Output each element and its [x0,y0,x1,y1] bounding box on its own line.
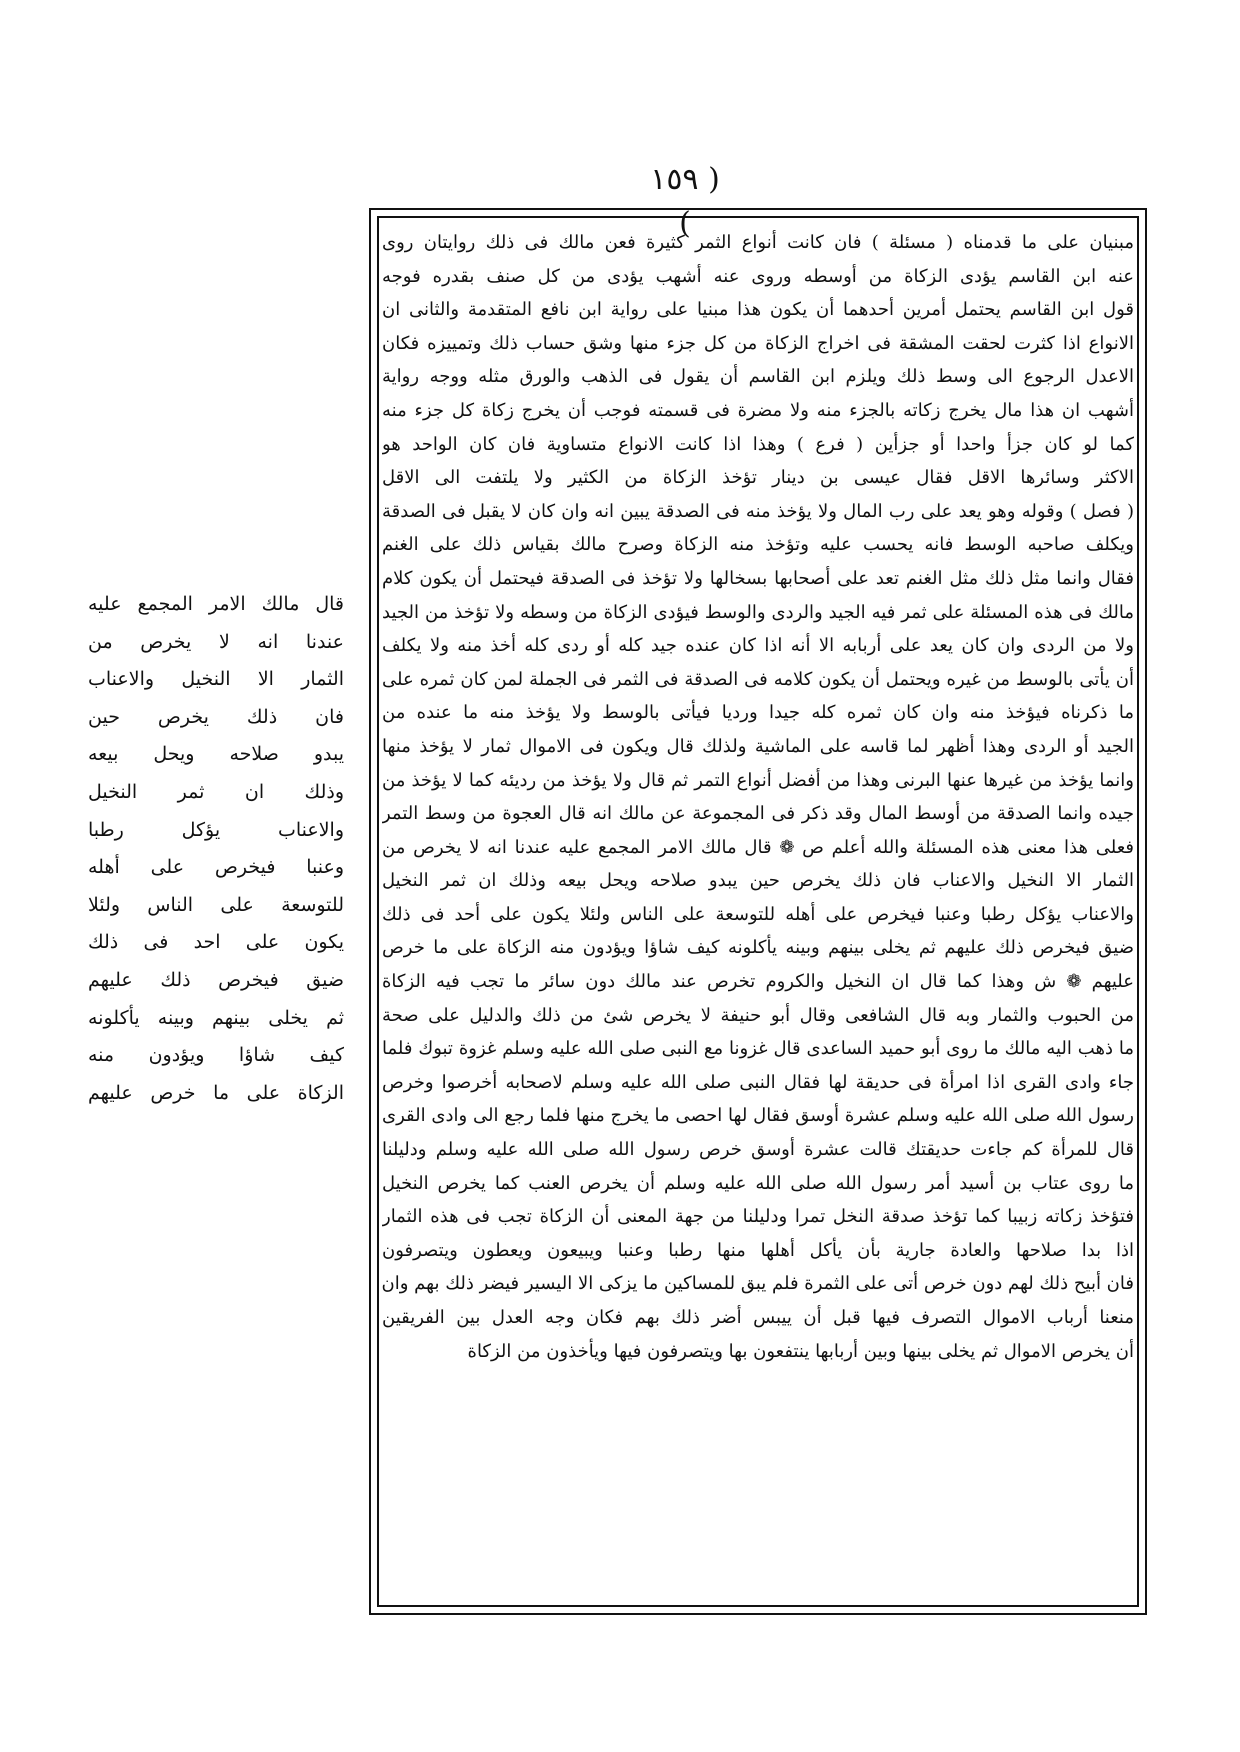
main-text-line: ضيق فيخرص ذلك عليهم ثم يخلى بينهم وبينه يأكلونه كيف شاؤا ويؤدون منه الزكاة على ما خرص [382,937,1134,959]
margin-note-line: وذلك ان ثمر النخيل [88,780,344,803]
main-text-line: عنه ابن القاسم يؤدى الزكاة من أوسطه وروى عنه أشهب يؤدى من كل صنف بقدره فوجه [382,265,1134,287]
main-text-line: والاعناب يؤكل رطبا وعنبا فيخرص على أهله للتوسعة على الناس ولئلا يكون على أحد فى ذلك [382,903,1134,925]
margin-note-line: يكون على احد فى ذلك [88,931,344,954]
main-text-line: أن يخرص الاموال ثم يخلى بينها وبين أربابها ينتفعون بها ويتصرفون فيها ويأخذون من الزكاة [467,1340,1134,1362]
main-text-line: ما روى عتاب بن أسيد أمر رسول الله صلى الله عليه وسلم أن يخرص العنب كما يخرص النخيل [382,1172,1134,1194]
main-text-line: ما ذكرناه فيؤخذ منه وان كان ثمره كله جيدا ورديا فيأتى بالوسط ولا يؤخذ منه ما عنده من [382,702,1134,724]
main-text-line: ما ذهب اليه مالك ما روى أبو حميد الساعدى قال غزونا مع النبى صلى الله عليه وسلم غزوة تبوك فلما [382,1038,1134,1060]
main-text-line: ولا من الردى وان كان يعد على أربابه الا أنه اذا كان عنده جيد كله أو ردى كله أخذ منه ولا يكلف [382,635,1134,657]
main-text-line: جيده وانما الصدقة من أوسط المال وقد ذكر فى المجموعة عن مالك انه قال العجوة من وسط التمر [382,803,1134,825]
main-text-line: قول ابن القاسم يحتمل أمرين أحدهما أن يكون هذا مبنيا على رواية ابن نافع المتقدمة والثانى ان [382,299,1134,321]
main-text-line: اذا بدا صلاحها والعادة جارية بأن يأكل أهلها منها رطبا وعنبا ويبيعون ويعطون ويتصرفون [382,1239,1134,1261]
margin-note-line: وعنبا فيخرص على أهله [88,856,344,879]
main-text-line: كما لو كان جزأ واحدا أو جزأين ( فرع ) وهذا اذا كانت الانواع متساوية فان كان الواحد هو [382,433,1134,455]
main-text-line: الاكثر وسائرها الاقل فقال عيسى بن دينار تؤخذ الزكاة من الكثير ولا يلتفت الى الاقل [382,467,1134,489]
main-text-line: الثمار الا النخيل والاعناب فان ذلك يخرص حين يبدو صلاحه ويحل بيعه وذلك ان ثمر النخيل [382,870,1134,892]
page-number: ( ١٥٩ ) [650,162,720,241]
margin-note-line: فان ذلك يخرص حين [88,705,344,728]
margin-note-line: قال مالك الامر المجمع عليه [88,593,344,615]
margin-note-line: ضيق فيخرص ذلك عليهم [88,968,344,991]
main-text-line: أشهب ان هذا مال يخرج زكاته بالجزء منه ولا مضرة فى قسمته فوجب أن يخرج زكاة كل جزء منه [382,399,1134,421]
margin-note-line: ثم يخلى بينهم وبينه يأكلونه [88,1006,344,1029]
margin-note-line: الزكاة على ما خرص عليهم [88,1081,344,1104]
margin-note-line: والاعناب يؤكل رطبا [88,818,344,841]
main-text-line: فقال وانما مثل ذلك مثل الغنم تعد على أصحابها بسخالها ولا تؤخذ فى الصدقة فيحتمل أن يكون كلام [382,567,1134,589]
main-text-line: فان أبيح ذلك لهم دون خرص أتى على الثمرة فلم يبق للمساكين ما يزكى الا اليسير فيضر ذلك بهم وان [382,1273,1134,1295]
main-text-line: منعنا أرباب الاموال التصرف فيها قبل أن ييبس أضر ذلك بهم فكان وجه العدل بين الفريقين [382,1307,1134,1328]
margin-note [88,586,344,1112]
margin-note-line: للتوسعة على الناس ولئلا [88,893,344,916]
main-text-line: وانما يؤخذ من غيرها عنها البرنى وهذا من أفضل أنواع التمر ثم قال ولا يؤخذ من رديئه كما لا يؤخذ من [382,769,1134,791]
main-text-line: رسول الله صلى الله عليه وسلم عشرة أوسق فقال لها احصى ما يخرج منها فلما رجع الى وادى القرى [382,1105,1134,1127]
main-text-line: ( فصل ) وقوله وهو يعد على رب المال ولا يؤخذ منه فى الصدقة يبين انه وان كان لا يقبل فى الصدقة [382,500,1134,522]
main-text-line: الجيد أو الردى وهذا أظهر لما قاسه على الماشية ولذلك قال ويكون فى الاموال ثمار لا يؤخذ منها [382,735,1134,757]
main-text-line: الانواع اذا كثرت لحقت المشقة فى اخراج الزكاة من كل جزء منها وشق حساب ذلك وتمييزه فكان [382,332,1134,354]
main-text-line: مبنيان على ما قدمناه ( مسئلة ) فان كانت أنواع الثمر كثيرة فعن مالك فى ذلك روايتان روى [382,232,1134,253]
margin-note-line: كيف شاؤا ويؤدون منه [88,1044,344,1067]
main-text-line: فتؤخذ زكاته زبيبا كما تؤخذ صدقة النخل تمرا ودليلنا من جهة المعنى أن الزكاة تجب فى هذه الثمار [382,1206,1134,1228]
main-text-line: فعلى هذا معنى هذه المسئلة والله أعلم ص ❁ قال مالك الامر المجمع عليه عندنا انه لا يخرص من [382,836,1134,858]
main-text-block [382,226,1134,1606]
main-text-line: عليهم ❁ ش وهذا كما قال ان النخيل والكروم تخرص عند مالك دون سائر ما تجب فيه الزكاة [382,971,1134,993]
margin-note-line: الثمار الا النخيل والاعناب [88,668,344,691]
margin-note-line: عندنا انه لا يخرص من [88,630,344,653]
main-text-line: مالك فى هذه المسئلة على ثمر فيه الجيد والردى والوسط فيؤدى الزكاة من وسطه ولا تؤخذ من الجيد [382,601,1134,623]
main-text-line: جاء وادى القرى اذا امرأة فى حديقة لها فقال النبى صلى الله عليه وسلم لاصحابه أخرصوا وخرص [382,1071,1134,1093]
main-text-line: من الحبوب والثمار وبه قال الشافعى وقال أبو حنيفة لا يخرص شئ من ذلك والدليل على صحة [382,1004,1134,1026]
main-text-line: قال للمرأة كم جاءت حديقتك قالت عشرة أوسق خرص رسول الله صلى الله عليه وسلم ودليلنا [382,1139,1134,1161]
main-text-line: أن يأتى بالوسط من غيره ويحتمل أن يكون كلامه فى الصدقة فى الثمر فى الجملة لمن كان ثمره على [382,668,1134,690]
main-text-line: ويكلف صاحبه الوسط فانه يحسب عليه وتؤخذ منه الزكاة وصرح مالك بقياس ذلك على الغنم [382,534,1134,556]
margin-note-line: يبدو صلاحه ويحل بيعه [88,743,344,766]
main-text-line: الاعدل الرجوع الى وسط ذلك ويلزم ابن القاسم أن يقول فى الذهب والورق مثله ووجه رواية [382,366,1134,388]
